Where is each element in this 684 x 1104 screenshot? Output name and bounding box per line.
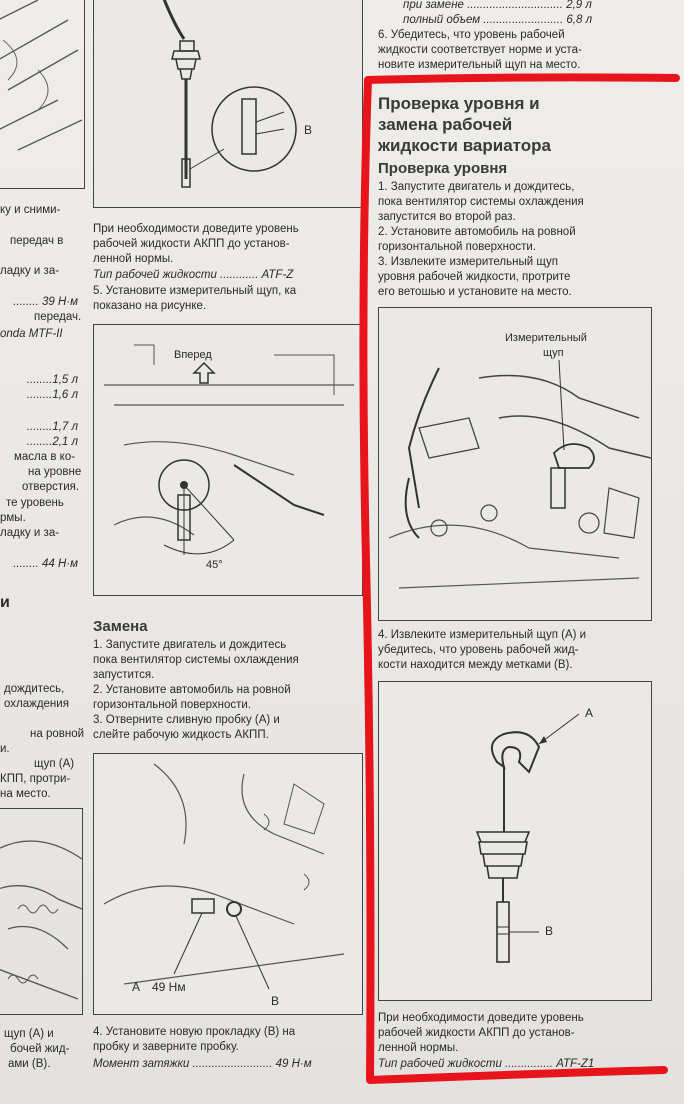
- check-step: пока вентилятор системы охлаждения: [378, 196, 584, 208]
- replace-step: 1. Запустите двигатель и дождитесь: [93, 639, 287, 651]
- check-step: горизонтальной поверхности.: [378, 241, 537, 253]
- caption-line: При необходимости доведите уровень: [378, 1012, 584, 1024]
- left-text-line: ладку и за-: [0, 265, 60, 277]
- dipstick-label: щуп: [543, 347, 564, 359]
- step-line: 4. Установите новую прокладку (B) на: [93, 1026, 296, 1038]
- drain-plug-drawing: [94, 754, 362, 1014]
- subtitle: Проверка уровня: [378, 160, 508, 177]
- left-text-line: onda MTF-II: [0, 328, 63, 340]
- step4-line: 4. Извлеките измерительный щуп (А) и: [378, 629, 587, 641]
- step6-line: новите измерительный щуп на место.: [378, 59, 581, 71]
- caption-line: рабочей жидкости АКПП до установ-: [93, 238, 290, 250]
- left-text-line: ку и сними-: [0, 204, 61, 216]
- replace-step: запустится.: [93, 669, 155, 681]
- left-torque-value: ........ 44 Н·м: [13, 558, 78, 570]
- step6-line: жидкости соответствует норме и уста-: [378, 44, 582, 56]
- left-text-line: отверстия.: [22, 481, 80, 493]
- left-volume: ........1,7 л: [26, 421, 78, 433]
- check-step: его ветошью и установите на место.: [378, 286, 572, 298]
- step6-line: 6. Убедитесь, что уровень рабочей: [378, 29, 565, 41]
- check-step: 1. Запустите двигатель и дождитесь,: [378, 181, 575, 193]
- install-drawing: [94, 325, 362, 595]
- replace-step: горизонтальной поверхности.: [93, 699, 252, 711]
- left-heading-fragment: и: [0, 594, 10, 611]
- left-text-line: КПП, протри-: [0, 773, 71, 785]
- left-volume: ........1,5 л: [26, 374, 78, 386]
- left-volume: ........2,1 л: [26, 436, 78, 448]
- left-text-line: дождитесь,: [4, 683, 65, 695]
- fluid-type-row: Тип рабочей жидкости ............ ATF-Z: [93, 269, 294, 281]
- main-title-line: жидкости вариатора: [378, 136, 551, 155]
- main-title-line: замена рабочей: [378, 115, 513, 134]
- figure-cvt-dipstick-location: [378, 307, 652, 621]
- left-text-line: и.: [0, 743, 10, 755]
- left-text-line: на место.: [0, 788, 51, 800]
- left-text-line: масла в ко-: [14, 451, 76, 463]
- left-text-line: щуп (А) и: [4, 1028, 54, 1040]
- left-text-line: на уровне: [28, 466, 82, 478]
- cvt-engine-drawing: [379, 308, 651, 620]
- left-text-line: бочей жид-: [10, 1043, 70, 1055]
- engine-drawing-top-left: [0, 0, 84, 188]
- figure-label-b: B: [545, 924, 554, 938]
- forward-label: Вперед: [174, 349, 212, 361]
- step4-line: убедитесь, что уровень рабочей жид-: [378, 644, 579, 656]
- left-text-line: ами (B).: [8, 1058, 51, 1070]
- figure-label-b: B: [271, 994, 280, 1008]
- check-step: уровня рабочей жидкости, протрите: [378, 271, 571, 283]
- left-figure-bottom: [0, 808, 83, 1015]
- left-text-line: те уровень: [6, 497, 64, 509]
- check-step: запустится во второй раз.: [378, 211, 516, 223]
- caption-line: ленной нормы.: [378, 1042, 459, 1054]
- check-step: 2. Установите автомобиль на ровной: [378, 226, 576, 238]
- fluid-type-row: Тип рабочей жидкости ............... ATF-Z1: [378, 1058, 595, 1070]
- left-text-line: передач в: [10, 235, 64, 247]
- left-text-line: рмы.: [0, 512, 26, 524]
- replace-step: пока вентилятор системы охлаждения: [93, 654, 299, 666]
- figure-dipstick-atf: [93, 0, 363, 208]
- engine-drawing-bottom-left: [0, 809, 82, 1014]
- dipstick-marks-drawing: [379, 682, 651, 1000]
- torque-row: Момент затяжки ......................... 49 Н·м: [93, 1058, 312, 1070]
- figure-label-b: B: [304, 123, 313, 137]
- section-title-replace: Замена: [93, 618, 148, 635]
- left-text-line: на ровной: [30, 728, 85, 740]
- step-line: показано на рисунке.: [93, 300, 207, 312]
- caption-line: рабочей жидкости АКПП до установ-: [378, 1027, 575, 1039]
- left-text-line: передач.: [34, 311, 82, 323]
- dipstick-label: Измерительный: [505, 332, 587, 344]
- figure-label-a: A: [585, 706, 594, 720]
- left-text-line: ладку и за-: [0, 527, 60, 539]
- step-line: 5. Установите измерительный щуп, ка: [93, 285, 297, 297]
- angle-label: 45°: [206, 559, 223, 571]
- volume-row: при замене .............................. 2,9 л: [403, 0, 592, 11]
- main-title-line: Проверка уровня и: [378, 94, 540, 113]
- left-volume: ........1,6 л: [26, 389, 78, 401]
- left-text-line: щуп (А): [34, 758, 75, 770]
- caption-line: При необходимости доведите уровень: [93, 223, 299, 235]
- replace-step: 2. Установите автомобиль на ровной: [93, 684, 291, 696]
- caption-line: ленной нормы.: [93, 253, 174, 265]
- check-step: 3. Извлеките измерительный щуп: [378, 256, 558, 268]
- left-text-line: охлаждения: [4, 698, 69, 710]
- replace-step: слейте рабочую жидкость АКПП.: [93, 729, 269, 741]
- left-figure-top: [0, 0, 85, 189]
- figure-label-a: A: [132, 980, 141, 994]
- volume-row: полный объем ......................... 6,8 л: [403, 14, 593, 26]
- figure-dipstick-install: [93, 324, 363, 596]
- replace-step: 3. Отверните сливную пробку (А) и: [93, 714, 280, 726]
- step-line: пробку и заверните пробку.: [93, 1041, 239, 1053]
- figure-cvt-dipstick-marks: [378, 681, 652, 1001]
- left-torque-value: ........ 39 Н·м: [13, 296, 78, 308]
- dipstick-drawing: [94, 0, 362, 207]
- figure-torque-label: 49 Нм: [152, 980, 186, 994]
- figure-drain-plug: [93, 753, 363, 1015]
- step4-line: кости находится между метками (B).: [378, 659, 573, 671]
